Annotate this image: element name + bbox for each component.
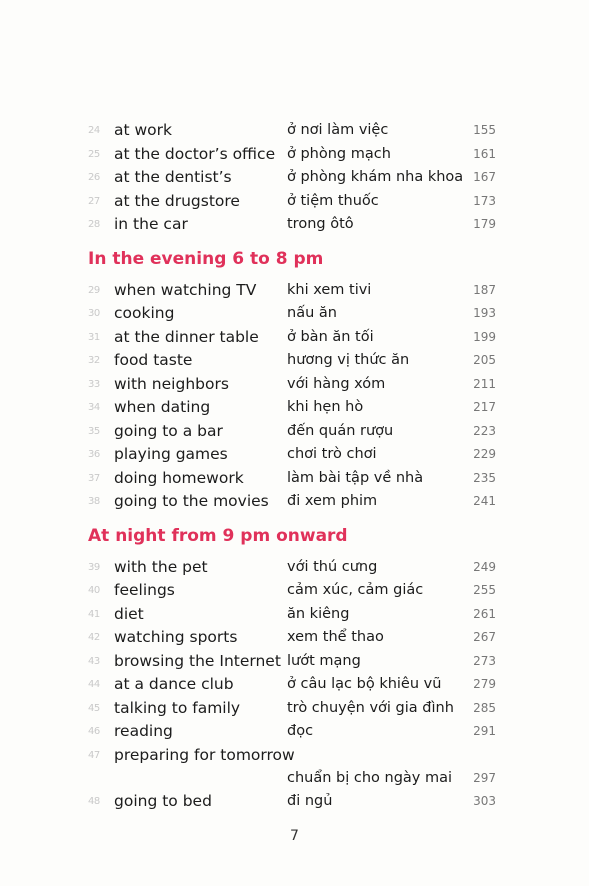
entry-number: 41 (88, 608, 100, 620)
entry-vietnamese: đến quán rượu (287, 422, 394, 439)
toc-entry (88, 396, 508, 420)
entry-number: 32 (88, 355, 100, 366)
entry-vietnamese: ở phòng khám nha khoa (287, 169, 464, 185)
entry-number: 45 (88, 702, 100, 714)
entry-page-number: 223 (473, 423, 496, 438)
entry-vietnamese: ở tiệm thuốc (287, 192, 379, 209)
entry-english: going to bed (114, 791, 212, 810)
toc-entry (88, 420, 508, 444)
entry-vietnamese: làm bài tập về nhà (287, 469, 424, 486)
toc-entry (88, 650, 508, 674)
entry-page-number: 167 (473, 170, 496, 184)
entry-number: 24 (88, 125, 100, 136)
entry-vietnamese: ở câu lạc bộ khiêu vũ (287, 676, 442, 692)
entry-number: 25 (88, 148, 100, 160)
toc-entry (88, 213, 508, 237)
toc-entry (88, 302, 508, 326)
entry-number: 47 (88, 749, 100, 761)
entry-page-number: 229 (473, 447, 496, 461)
entry-vietnamese: ở nơi làm việc (287, 122, 389, 138)
toc-entry (88, 373, 508, 397)
entry-english: at a dance club (114, 675, 234, 693)
entry-english: at the doctor’s office (114, 144, 276, 163)
entry-number: 46 (88, 726, 100, 737)
toc-entry (88, 119, 508, 143)
entry-page-number: 267 (473, 630, 496, 644)
page-number: 7 (290, 828, 299, 844)
entry-number: 28 (88, 219, 100, 230)
entry-english: with neighbors (114, 374, 229, 393)
entry-number: 34 (88, 402, 100, 413)
toc-entry (88, 443, 508, 467)
entry-page-number: 193 (473, 306, 496, 320)
entry-page-number: 297 (473, 770, 496, 785)
toc-entry (88, 190, 508, 214)
entry-number: 30 (88, 308, 100, 319)
toc-entry (88, 326, 508, 350)
entry-english: talking to family (114, 698, 241, 717)
entry-english: at the dentist’s (114, 168, 232, 186)
toc-entry (88, 490, 508, 514)
entry-vietnamese: xem thể thao (287, 629, 384, 645)
entry-english: preparing for tomorrow (114, 745, 295, 764)
entry-vietnamese: đi ngủ (287, 792, 333, 809)
section-heading: At night from 9 pm onward (88, 525, 348, 546)
entry-page-number: 255 (473, 583, 496, 597)
entry-page-number: 235 (473, 470, 496, 485)
entry-page-number: 217 (473, 400, 496, 414)
entry-vietnamese: đọc (287, 723, 314, 739)
entry-number: 43 (88, 655, 100, 667)
entry-page-number: 155 (473, 123, 496, 137)
entry-page-number: 261 (473, 606, 496, 621)
entry-page-number: 285 (473, 700, 496, 715)
entry-page-number: 199 (473, 329, 496, 344)
entry-page-number: 179 (473, 217, 496, 231)
entry-page-number: 187 (473, 282, 496, 297)
entry-number: 42 (88, 632, 100, 643)
entry-english: feelings (114, 581, 175, 599)
entry-number: 36 (88, 449, 100, 460)
entry-number: 29 (88, 284, 100, 296)
entry-english: when dating (114, 398, 211, 416)
toc-entry (88, 467, 508, 491)
toc-entry (88, 579, 508, 603)
entry-number: 33 (88, 378, 100, 390)
entry-number: 26 (88, 172, 100, 183)
table-of-contents (88, 119, 508, 813)
toc-entry (88, 744, 508, 790)
entry-vietnamese: hương vị thức ăn (287, 352, 410, 368)
entry-number: 37 (88, 472, 100, 484)
entry-english: with the pet (114, 557, 208, 576)
entry-page-number: 303 (473, 793, 496, 808)
entry-vietnamese: nấu ăn (287, 305, 337, 321)
entry-number: 44 (88, 679, 100, 690)
toc-entry (88, 556, 508, 580)
entry-english: browsing the Internet (114, 651, 281, 670)
entry-page-number: 173 (473, 193, 496, 208)
entry-english: watching sports (114, 628, 238, 646)
toc-entry (88, 626, 508, 650)
toc-entry (88, 790, 508, 814)
toc-entry (88, 166, 508, 190)
entry-english: playing games (114, 445, 228, 463)
entry-number: 27 (88, 195, 100, 207)
toc-entry (88, 673, 508, 697)
entry-english: cooking (114, 304, 175, 322)
entry-vietnamese: với thú cưng (287, 558, 378, 575)
entry-number: 35 (88, 425, 100, 437)
entry-page-number: 241 (473, 494, 496, 508)
entry-page-number: 211 (473, 376, 496, 391)
entry-vietnamese: khi hẹn hò (287, 399, 364, 415)
entry-english: at the drugstore (114, 191, 240, 210)
entry-vietnamese: ở bàn ăn tối (287, 328, 374, 345)
entry-number: 40 (88, 585, 100, 596)
entry-vietnamese: ăn kiêng (287, 605, 350, 622)
entry-english: doing homework (114, 468, 244, 487)
toc-entry (88, 349, 508, 373)
toc-entry (88, 279, 508, 303)
entry-english: food taste (114, 351, 193, 369)
entry-page-number: 161 (473, 146, 496, 161)
entry-vietnamese: đi xem phim (287, 493, 378, 509)
entry-english: going to a bar (114, 421, 223, 440)
toc-entry (88, 720, 508, 744)
entry-number: 39 (88, 561, 100, 573)
entry-page-number: 273 (473, 653, 496, 668)
entry-english: going to the movies (114, 492, 269, 510)
entry-english: at work (114, 121, 173, 139)
entry-vietnamese: với hàng xóm (287, 375, 386, 392)
entry-english: when watching TV (114, 280, 257, 299)
entry-vietnamese: lướt mạng (287, 652, 361, 669)
toc-entry (88, 603, 508, 627)
section-heading: In the evening 6 to 8 pm (88, 248, 324, 269)
entry-vietnamese: trong ôtô (287, 216, 354, 232)
toc-entry (88, 143, 508, 167)
entry-english: reading (114, 722, 173, 740)
entry-page-number: 291 (473, 724, 496, 738)
entry-english: in the car (114, 215, 188, 233)
entry-page-number: 205 (473, 353, 496, 367)
entry-number: 38 (88, 496, 100, 507)
entry-page-number: 279 (473, 677, 496, 691)
entry-vietnamese: chơi trò chơi (287, 446, 377, 462)
entry-english: diet (114, 604, 144, 623)
entry-vietnamese: chuẩn bị cho ngày mai (287, 769, 453, 786)
entry-english: at the dinner table (114, 327, 259, 346)
entry-number: 48 (88, 795, 100, 807)
entry-page-number: 249 (473, 559, 496, 574)
toc-entry (88, 697, 508, 721)
entry-vietnamese: cảm xúc, cảm giác (287, 582, 424, 598)
entry-vietnamese: ở phòng mạch (287, 145, 391, 162)
entry-vietnamese: khi xem tivi (287, 281, 372, 298)
entry-number: 31 (88, 331, 100, 343)
entry-vietnamese: trò chuyện với gia đình (287, 699, 454, 716)
